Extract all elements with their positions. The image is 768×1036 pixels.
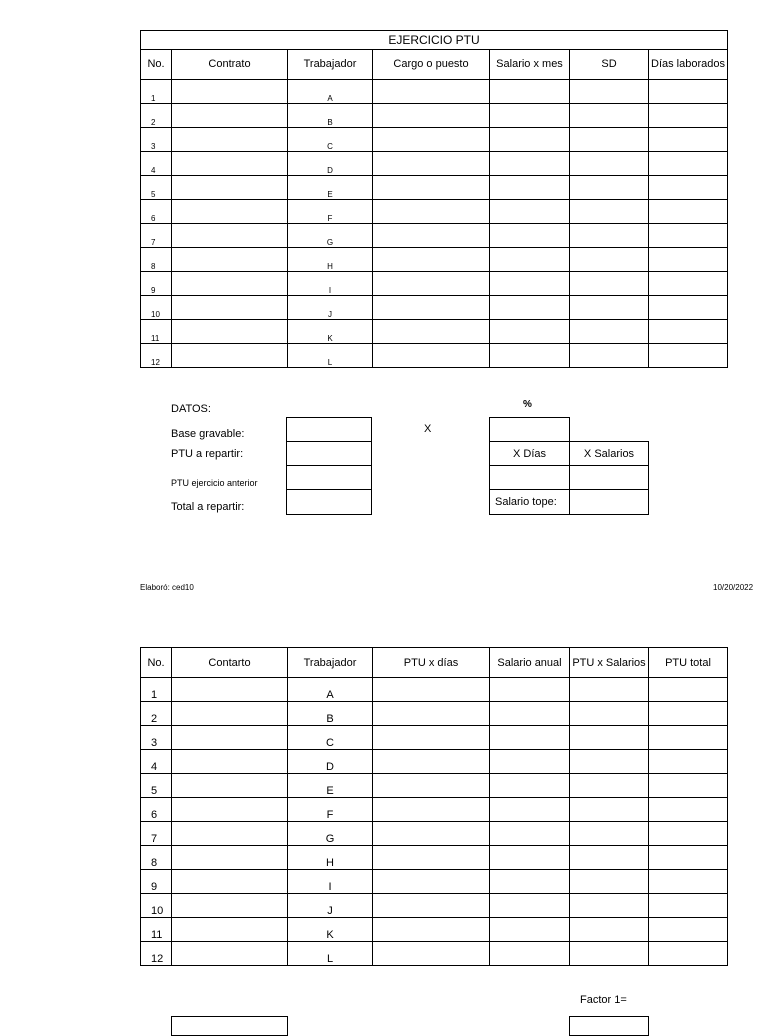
- dias-cell[interactable]: [649, 224, 728, 248]
- salario-mes-cell[interactable]: [490, 152, 570, 176]
- row-number: 3: [141, 128, 172, 152]
- salario-mes-cell[interactable]: [490, 296, 570, 320]
- contrato-cell[interactable]: [172, 320, 288, 344]
- table-row: [141, 678, 728, 702]
- row-number: 12: [141, 344, 172, 368]
- worker-cell: I: [288, 272, 373, 296]
- ptu-dias-cell[interactable]: [373, 750, 490, 774]
- label-base-gravable: Base gravable:: [171, 428, 245, 440]
- contrato-cell[interactable]: [172, 798, 288, 822]
- ptu-total-cell[interactable]: [649, 822, 728, 846]
- ptu-dias-cell[interactable]: [373, 846, 490, 870]
- ptu-total-cell[interactable]: [649, 894, 728, 918]
- worker-cell: A: [288, 678, 373, 702]
- worker-cell: B: [288, 104, 373, 128]
- salario-anual-cell[interactable]: [490, 726, 570, 750]
- cargo-cell[interactable]: [373, 104, 490, 128]
- worker-cell: E: [288, 774, 373, 798]
- sd-cell[interactable]: [570, 176, 649, 200]
- ptu-dias-cell[interactable]: [373, 894, 490, 918]
- base-gravable-field[interactable]: [286, 417, 372, 442]
- percent-field[interactable]: [490, 418, 570, 442]
- contrato-cell[interactable]: [172, 750, 288, 774]
- dias-cell[interactable]: [649, 200, 728, 224]
- ptu-exercise-table: [140, 30, 728, 368]
- sd-cell[interactable]: [570, 200, 649, 224]
- salario-mes-cell[interactable]: [490, 320, 570, 344]
- cargo-cell[interactable]: [373, 152, 490, 176]
- contrato-cell[interactable]: [172, 224, 288, 248]
- cargo-cell[interactable]: [373, 272, 490, 296]
- footer-author: Elaboró: ced10: [140, 583, 194, 592]
- salario-anual-cell[interactable]: [490, 870, 570, 894]
- table-row: [141, 846, 728, 870]
- ptu-total-cell[interactable]: [649, 918, 728, 942]
- dias-cell[interactable]: [649, 80, 728, 104]
- row-number: 9: [141, 870, 172, 894]
- worker-cell: L: [288, 942, 373, 966]
- header-dias-laborados: Días laborados: [649, 50, 728, 80]
- worker-cell: K: [288, 918, 373, 942]
- salario-tope-field[interactable]: [570, 490, 649, 515]
- worker-cell: I: [288, 870, 373, 894]
- salario-mes-cell[interactable]: [490, 104, 570, 128]
- table-row: [141, 296, 728, 320]
- worker-cell: K: [288, 320, 373, 344]
- row-number: 9: [141, 272, 172, 296]
- ptu-dias-cell[interactable]: [373, 774, 490, 798]
- contrato-cell[interactable]: [172, 80, 288, 104]
- contrato-cell[interactable]: [172, 702, 288, 726]
- worker-cell: D: [288, 152, 373, 176]
- worker-cell: D: [288, 750, 373, 774]
- contrato-cell[interactable]: [172, 176, 288, 200]
- table-row: [141, 822, 728, 846]
- salario-anual-cell[interactable]: [490, 750, 570, 774]
- table-row: [141, 128, 728, 152]
- contrato-cell[interactable]: [172, 296, 288, 320]
- table-header-row: [141, 50, 728, 80]
- dias-cell[interactable]: [649, 320, 728, 344]
- contrato-cell[interactable]: [172, 846, 288, 870]
- ptu-total-cell[interactable]: [649, 798, 728, 822]
- factor-label: Factor 1=: [580, 994, 627, 1006]
- cargo-cell[interactable]: [373, 320, 490, 344]
- dias-cell[interactable]: [649, 104, 728, 128]
- sd-cell[interactable]: [570, 344, 649, 368]
- header-no: No.: [141, 648, 172, 678]
- ptu-anterior-field[interactable]: [286, 465, 372, 490]
- row-number: 5: [141, 774, 172, 798]
- salario-mes-cell[interactable]: [490, 248, 570, 272]
- salario-anual-cell[interactable]: [490, 942, 570, 966]
- cargo-cell[interactable]: [373, 128, 490, 152]
- x-dias-label: X Días: [490, 442, 570, 466]
- row-number: 8: [141, 248, 172, 272]
- contrato-cell[interactable]: [172, 918, 288, 942]
- dias-cell[interactable]: [649, 176, 728, 200]
- ptu-salarios-cell[interactable]: [570, 894, 649, 918]
- worker-cell: J: [288, 894, 373, 918]
- ptu-dias-cell[interactable]: [373, 942, 490, 966]
- salario-mes-cell[interactable]: [490, 272, 570, 296]
- table-title: EJERCICIO PTU: [141, 31, 728, 50]
- contrato-cell[interactable]: [172, 200, 288, 224]
- ptu-salarios-cell[interactable]: [570, 918, 649, 942]
- worker-cell: L: [288, 344, 373, 368]
- sd-cell[interactable]: [570, 224, 649, 248]
- table-row: [141, 774, 728, 798]
- contrato-cell[interactable]: [172, 104, 288, 128]
- salario-mes-cell[interactable]: [490, 224, 570, 248]
- row-number: 11: [141, 320, 172, 344]
- sd-cell[interactable]: [570, 296, 649, 320]
- header-no: No.: [141, 50, 172, 80]
- ptu-total-cell[interactable]: [649, 846, 728, 870]
- cargo-cell[interactable]: [373, 344, 490, 368]
- row-number: 1: [141, 678, 172, 702]
- x-salarios-label: X Salarios: [570, 442, 649, 466]
- ptu-salarios-cell[interactable]: [570, 942, 649, 966]
- contrato-cell[interactable]: [172, 894, 288, 918]
- total-repartir-field[interactable]: [286, 489, 372, 515]
- worker-cell: B: [288, 702, 373, 726]
- table-header-row: [141, 648, 728, 678]
- sd-cell[interactable]: [570, 152, 649, 176]
- table-row: [141, 942, 728, 966]
- ptu-total-cell[interactable]: [649, 750, 728, 774]
- row-number: 10: [141, 296, 172, 320]
- table-row: [141, 726, 728, 750]
- row-number: 6: [141, 798, 172, 822]
- table-row: [141, 80, 728, 104]
- header-sd: SD: [570, 50, 649, 80]
- row-number: 10: [141, 894, 172, 918]
- worker-cell: A: [288, 80, 373, 104]
- contrato-cell[interactable]: [172, 344, 288, 368]
- label-ptu-anterior: PTU ejercicio anterior: [171, 478, 258, 488]
- ptu-dias-cell[interactable]: [373, 918, 490, 942]
- contrato-cell[interactable]: [172, 774, 288, 798]
- cargo-cell[interactable]: [373, 200, 490, 224]
- percent-distribution-table: [489, 417, 649, 515]
- contrato-cell[interactable]: [172, 870, 288, 894]
- table-row: [141, 344, 728, 368]
- row-number: 11: [141, 918, 172, 942]
- contrato-cell[interactable]: [172, 272, 288, 296]
- worker-cell: C: [288, 128, 373, 152]
- sd-cell[interactable]: [570, 272, 649, 296]
- table-row: [141, 702, 728, 726]
- row-number: 5: [141, 176, 172, 200]
- percent-label: %: [523, 399, 532, 410]
- row-number: 4: [141, 750, 172, 774]
- salario-anual-cell[interactable]: [490, 678, 570, 702]
- table-row: [141, 152, 728, 176]
- ptu-salarios-cell[interactable]: [570, 678, 649, 702]
- table-row: [141, 750, 728, 774]
- contrato-cell[interactable]: [172, 678, 288, 702]
- ptu-total-cell[interactable]: [649, 774, 728, 798]
- salario-anual-cell[interactable]: [490, 918, 570, 942]
- sd-cell[interactable]: [570, 80, 649, 104]
- ptu-salarios-cell[interactable]: [570, 750, 649, 774]
- bottom-left-field[interactable]: [171, 1016, 288, 1036]
- dias-cell[interactable]: [649, 128, 728, 152]
- salario-tope-label: Salario tope:: [490, 490, 570, 515]
- ptu-salarios-cell[interactable]: [570, 846, 649, 870]
- ptu-salarios-cell[interactable]: [570, 702, 649, 726]
- row-number: 1: [141, 80, 172, 104]
- ptu-repartir-field[interactable]: [286, 441, 372, 466]
- salario-mes-cell[interactable]: [490, 200, 570, 224]
- row-number: 4: [141, 152, 172, 176]
- salario-anual-cell[interactable]: [490, 774, 570, 798]
- dias-cell[interactable]: [649, 248, 728, 272]
- dias-cell[interactable]: [649, 152, 728, 176]
- sd-cell[interactable]: [570, 128, 649, 152]
- ptu-total-cell[interactable]: [649, 726, 728, 750]
- header-ptu-salarios: PTU x Salarios: [570, 648, 649, 678]
- worker-cell: H: [288, 248, 373, 272]
- x-salarios-field[interactable]: [570, 466, 649, 490]
- worker-cell: C: [288, 726, 373, 750]
- row-number: 7: [141, 822, 172, 846]
- ptu-salarios-cell[interactable]: [570, 774, 649, 798]
- ptu-total-cell[interactable]: [649, 678, 728, 702]
- contrato-cell[interactable]: [172, 152, 288, 176]
- salario-anual-cell[interactable]: [490, 702, 570, 726]
- ptu-salarios-cell[interactable]: [570, 798, 649, 822]
- table-row: [141, 104, 728, 128]
- salario-mes-cell[interactable]: [490, 344, 570, 368]
- header-ptu-dias: PTU x días: [373, 648, 490, 678]
- ptu-dias-cell[interactable]: [373, 702, 490, 726]
- table-row: [141, 798, 728, 822]
- worker-cell: G: [288, 224, 373, 248]
- dias-cell[interactable]: [649, 296, 728, 320]
- table-row: [141, 200, 728, 224]
- label-total-repartir: Total a repartir:: [171, 501, 245, 513]
- sd-cell[interactable]: [570, 320, 649, 344]
- worker-cell: H: [288, 846, 373, 870]
- table-row: [141, 918, 728, 942]
- table-row: [141, 870, 728, 894]
- ptu-dias-cell[interactable]: [373, 798, 490, 822]
- row-number: 2: [141, 104, 172, 128]
- x-dias-field[interactable]: [490, 466, 570, 490]
- salario-anual-cell[interactable]: [490, 846, 570, 870]
- worker-cell: F: [288, 200, 373, 224]
- table-row: [141, 894, 728, 918]
- ptu-salarios-cell[interactable]: [570, 870, 649, 894]
- ptu-dias-cell[interactable]: [373, 726, 490, 750]
- ptu-distribution-table: [140, 647, 728, 966]
- cargo-cell[interactable]: [373, 248, 490, 272]
- row-number: 2: [141, 702, 172, 726]
- ptu-total-cell[interactable]: [649, 702, 728, 726]
- row-number: 6: [141, 200, 172, 224]
- ptu-dias-cell[interactable]: [373, 678, 490, 702]
- salario-anual-cell[interactable]: [490, 894, 570, 918]
- salario-mes-cell[interactable]: [490, 176, 570, 200]
- cargo-cell[interactable]: [373, 224, 490, 248]
- table-row: [141, 248, 728, 272]
- contrato-cell[interactable]: [172, 726, 288, 750]
- ptu-total-cell[interactable]: [649, 942, 728, 966]
- worker-cell: E: [288, 176, 373, 200]
- header-cargo: Cargo o puesto: [373, 50, 490, 80]
- salario-mes-cell[interactable]: [490, 128, 570, 152]
- worker-cell: G: [288, 822, 373, 846]
- ptu-dias-cell[interactable]: [373, 870, 490, 894]
- ptu-dias-cell[interactable]: [373, 822, 490, 846]
- header-salario-mes: Salario x mes: [490, 50, 570, 80]
- factor-field[interactable]: [569, 1016, 649, 1036]
- cargo-cell[interactable]: [373, 296, 490, 320]
- row-number: 8: [141, 846, 172, 870]
- header-trabajador: Trabajador: [288, 50, 373, 80]
- footer-date: 10/20/2022: [713, 583, 754, 592]
- header-contarto: Contarto: [172, 648, 288, 678]
- header-salario-anual: Salario anual: [490, 648, 570, 678]
- table-row: [141, 272, 728, 296]
- contrato-cell[interactable]: [172, 128, 288, 152]
- salario-anual-cell[interactable]: [490, 798, 570, 822]
- multiply-symbol: X: [424, 423, 432, 435]
- cargo-cell[interactable]: [373, 176, 490, 200]
- worker-cell: J: [288, 296, 373, 320]
- dias-cell[interactable]: [649, 272, 728, 296]
- worker-cell: F: [288, 798, 373, 822]
- salario-mes-cell[interactable]: [490, 80, 570, 104]
- salario-anual-cell[interactable]: [490, 822, 570, 846]
- header-contrato: Contrato: [172, 50, 288, 80]
- header-trabajador: Trabajador: [288, 648, 373, 678]
- cargo-cell[interactable]: [373, 80, 490, 104]
- datos-heading: DATOS:: [171, 403, 211, 415]
- contrato-cell[interactable]: [172, 942, 288, 966]
- ptu-total-cell[interactable]: [649, 870, 728, 894]
- dias-cell[interactable]: [649, 344, 728, 368]
- table-row: [141, 224, 728, 248]
- ptu-salarios-cell[interactable]: [570, 726, 649, 750]
- sd-cell[interactable]: [570, 248, 649, 272]
- row-number: 7: [141, 224, 172, 248]
- contrato-cell[interactable]: [172, 822, 288, 846]
- table-row: [141, 320, 728, 344]
- row-number: 3: [141, 726, 172, 750]
- row-number: 12: [141, 942, 172, 966]
- sd-cell[interactable]: [570, 104, 649, 128]
- header-ptu-total: PTU total: [649, 648, 728, 678]
- label-ptu-repartir: PTU a repartir:: [171, 448, 244, 460]
- contrato-cell[interactable]: [172, 248, 288, 272]
- ptu-salarios-cell[interactable]: [570, 822, 649, 846]
- table-row: [141, 176, 728, 200]
